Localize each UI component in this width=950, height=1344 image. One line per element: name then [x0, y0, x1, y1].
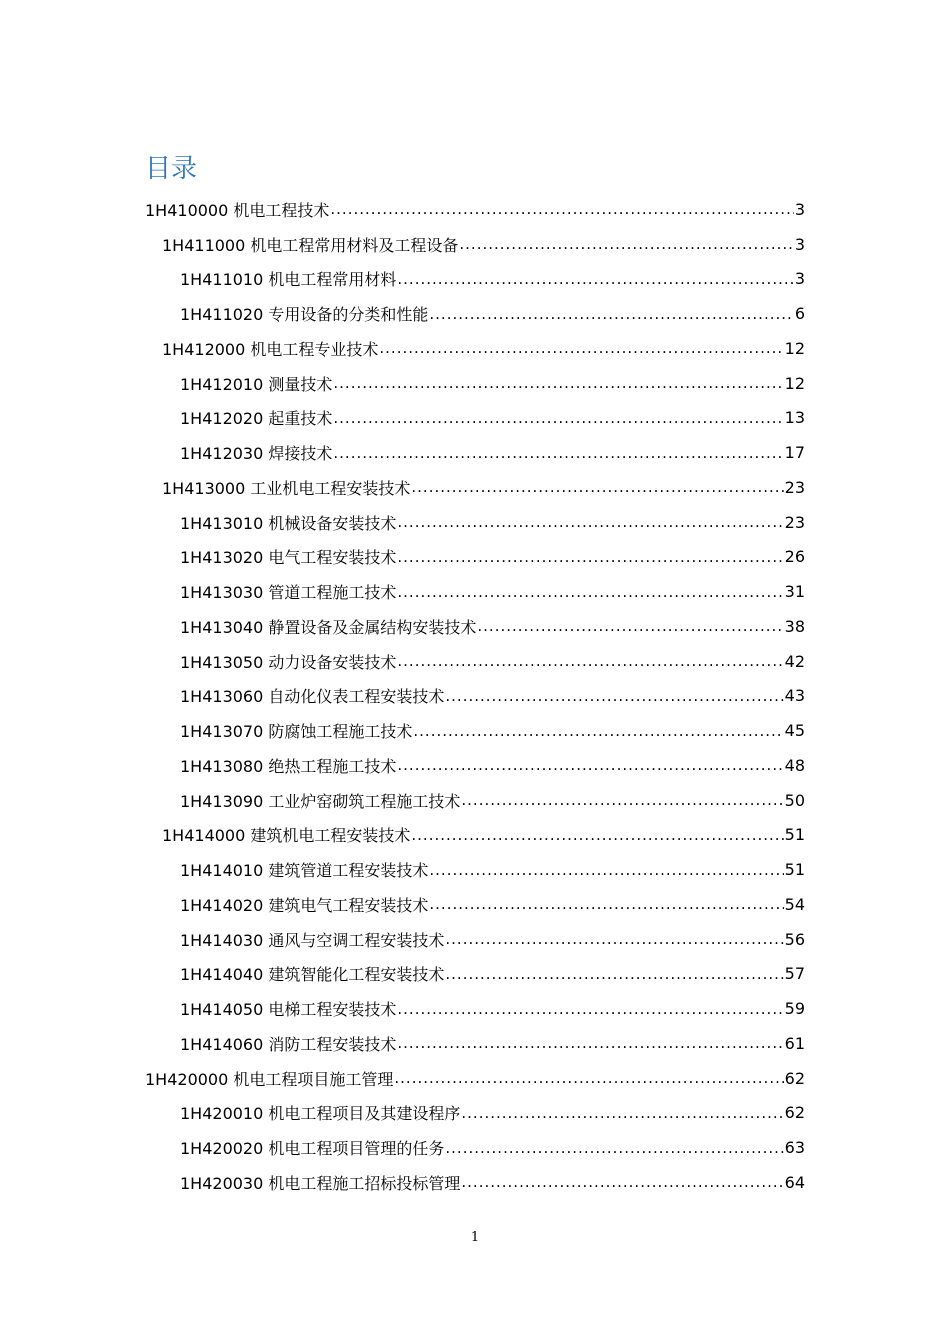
toc-dot-leader — [461, 1104, 783, 1122]
toc-entry-text: 1H412030 焊接技术 — [180, 444, 333, 464]
toc-entry[interactable] — [0, 296, 950, 331]
toc-entry[interactable] — [0, 435, 950, 470]
toc-dot-leader — [397, 583, 783, 601]
toc-entry-text: 1H420010 机电工程项目及其建设程序 — [180, 1104, 461, 1124]
toc-title: 目录 — [145, 154, 198, 184]
toc-dot-leader — [413, 722, 783, 740]
toc-entry[interactable] — [0, 470, 950, 505]
toc-dot-leader — [445, 930, 783, 948]
toc-entry-page: 62 — [784, 1068, 805, 1088]
toc-entry-page: 45 — [784, 721, 805, 741]
toc-dot-leader — [397, 548, 783, 566]
toc-entry-text: 1H413090 工业炉窑砌筑工程施工技术 — [180, 791, 461, 811]
toc-entry[interactable] — [0, 262, 950, 297]
toc-entry[interactable] — [0, 540, 950, 575]
toc-entry-page: 38 — [784, 616, 805, 636]
toc-entry[interactable] — [0, 192, 950, 227]
toc-entry[interactable] — [0, 783, 950, 818]
toc-entry-page: 12 — [784, 338, 805, 358]
toc-dot-leader — [397, 1034, 783, 1052]
toc-entry-page: 31 — [784, 582, 805, 602]
toc-entry[interactable] — [0, 957, 950, 992]
toc-entry-page: 57 — [784, 964, 805, 984]
toc-entry[interactable] — [0, 227, 950, 262]
toc-dot-leader — [379, 339, 783, 357]
toc-list — [0, 192, 950, 1200]
toc-dot-leader — [397, 756, 783, 774]
toc-entry[interactable] — [0, 1165, 950, 1200]
toc-entry[interactable] — [0, 644, 950, 679]
toc-entry-text: 1H413000 工业机电工程安装技术 — [162, 478, 411, 498]
toc-entry-text: 1H413060 自动化仪表工程安装技术 — [180, 687, 445, 707]
toc-entry-text: 1H414020 建筑电气工程安装技术 — [180, 895, 429, 915]
toc-dot-leader — [445, 687, 783, 705]
toc-entry-page: 50 — [784, 790, 805, 810]
toc-entry-text: 1H412010 测量技术 — [180, 374, 333, 394]
toc-entry-text: 1H413010 机械设备安装技术 — [180, 513, 397, 533]
toc-entry-page: 23 — [784, 477, 805, 497]
toc-entry[interactable] — [0, 922, 950, 957]
toc-entry[interactable] — [0, 852, 950, 887]
toc-dot-leader — [397, 513, 783, 531]
toc-dot-leader — [330, 200, 793, 218]
toc-entry-page: 3 — [794, 199, 805, 219]
toc-dot-leader — [333, 374, 783, 392]
toc-entry-text: 1H420020 机电工程项目管理的任务 — [180, 1139, 445, 1159]
toc-entry-page: 64 — [784, 1172, 805, 1192]
toc-entry[interactable] — [0, 991, 950, 1026]
toc-entry-text: 1H411020 专用设备的分类和性能 — [180, 305, 429, 325]
toc-entry-page: 51 — [784, 825, 805, 845]
toc-dot-leader — [461, 1173, 783, 1191]
toc-entry-text: 1H414060 消防工程安装技术 — [180, 1034, 397, 1054]
toc-entry-page: 56 — [784, 929, 805, 949]
toc-entry[interactable] — [0, 748, 950, 783]
toc-entry-page: 42 — [784, 651, 805, 671]
toc-entry-page: 59 — [784, 999, 805, 1019]
toc-dot-leader — [429, 895, 783, 913]
toc-dot-leader — [333, 409, 783, 427]
toc-entry-text: 1H420030 机电工程施工招标投标管理 — [180, 1173, 461, 1193]
toc-entry[interactable] — [0, 401, 950, 436]
toc-entry-page: 3 — [794, 269, 805, 289]
toc-entry-page: 23 — [784, 512, 805, 532]
toc-entry[interactable] — [0, 713, 950, 748]
toc-entry[interactable] — [0, 574, 950, 609]
toc-dot-leader — [397, 652, 783, 670]
toc-entry-page: 54 — [784, 894, 805, 914]
toc-entry-text: 1H413070 防腐蚀工程施工技术 — [180, 722, 413, 742]
toc-entry-text: 1H414010 建筑管道工程安装技术 — [180, 861, 429, 881]
toc-entry-page: 62 — [784, 1103, 805, 1123]
toc-dot-leader — [461, 791, 783, 809]
toc-entry-page: 63 — [784, 1138, 805, 1158]
toc-entry-page: 17 — [784, 443, 805, 463]
toc-entry-page: 3 — [794, 234, 805, 254]
toc-dot-leader — [445, 965, 783, 983]
toc-dot-leader — [459, 235, 793, 253]
toc-entry-page: 6 — [794, 304, 805, 324]
toc-entry[interactable] — [0, 679, 950, 714]
toc-dot-leader — [397, 270, 793, 288]
toc-entry-text: 1H414040 建筑智能化工程安装技术 — [180, 965, 445, 985]
toc-dot-leader — [397, 1000, 783, 1018]
toc-dot-leader — [445, 1139, 783, 1157]
toc-entry-text: 1H411000 机电工程常用材料及工程设备 — [162, 235, 459, 255]
toc-entry[interactable] — [0, 1130, 950, 1165]
toc-entry[interactable] — [0, 1026, 950, 1061]
toc-entry-text: 1H413040 静置设备及金属结构安装技术 — [180, 617, 477, 637]
toc-entry-page: 26 — [784, 547, 805, 567]
toc-entry-page: 51 — [784, 860, 805, 880]
toc-entry[interactable] — [0, 331, 950, 366]
toc-entry-text: 1H414030 通风与空调工程安装技术 — [180, 930, 445, 950]
toc-dot-leader — [429, 305, 793, 323]
toc-dot-leader — [333, 444, 783, 462]
toc-entry-text: 1H413080 绝热工程施工技术 — [180, 756, 397, 776]
toc-entry-text: 1H420000 机电工程项目施工管理 — [145, 1069, 394, 1089]
toc-entry[interactable] — [0, 366, 950, 401]
toc-entry-page: 43 — [784, 686, 805, 706]
toc-entry-text: 1H412000 机电工程专业技术 — [162, 339, 379, 359]
toc-entry-page: 61 — [784, 1033, 805, 1053]
toc-entry[interactable] — [0, 505, 950, 540]
toc-entry-page: 48 — [784, 755, 805, 775]
toc-dot-leader — [411, 478, 783, 496]
toc-entry[interactable] — [0, 609, 950, 644]
toc-entry-text: 1H413020 电气工程安装技术 — [180, 548, 397, 568]
toc-entry-text: 1H410000 机电工程技术 — [145, 200, 330, 220]
toc-entry-text: 1H413030 管道工程施工技术 — [180, 583, 397, 603]
toc-entry[interactable] — [0, 1096, 950, 1131]
toc-entry-text: 1H411010 机电工程常用材料 — [180, 270, 397, 290]
toc-entry-text: 1H414000 建筑机电工程安装技术 — [162, 826, 411, 846]
toc-entry-page: 12 — [784, 373, 805, 393]
toc-dot-leader — [477, 617, 783, 635]
toc-entry-page: 13 — [784, 408, 805, 428]
toc-dot-leader — [429, 861, 783, 879]
toc-entry-text: 1H412020 起重技术 — [180, 409, 333, 429]
toc-dot-leader — [411, 826, 783, 844]
toc-entry-text: 1H414050 电梯工程安装技术 — [180, 1000, 397, 1020]
toc-dot-leader — [394, 1069, 783, 1087]
toc-entry[interactable] — [0, 887, 950, 922]
page-number: 1 — [470, 1230, 480, 1245]
toc-entry[interactable] — [0, 1061, 950, 1096]
toc-entry[interactable] — [0, 818, 950, 853]
toc-entry-text: 1H413050 动力设备安装技术 — [180, 652, 397, 672]
